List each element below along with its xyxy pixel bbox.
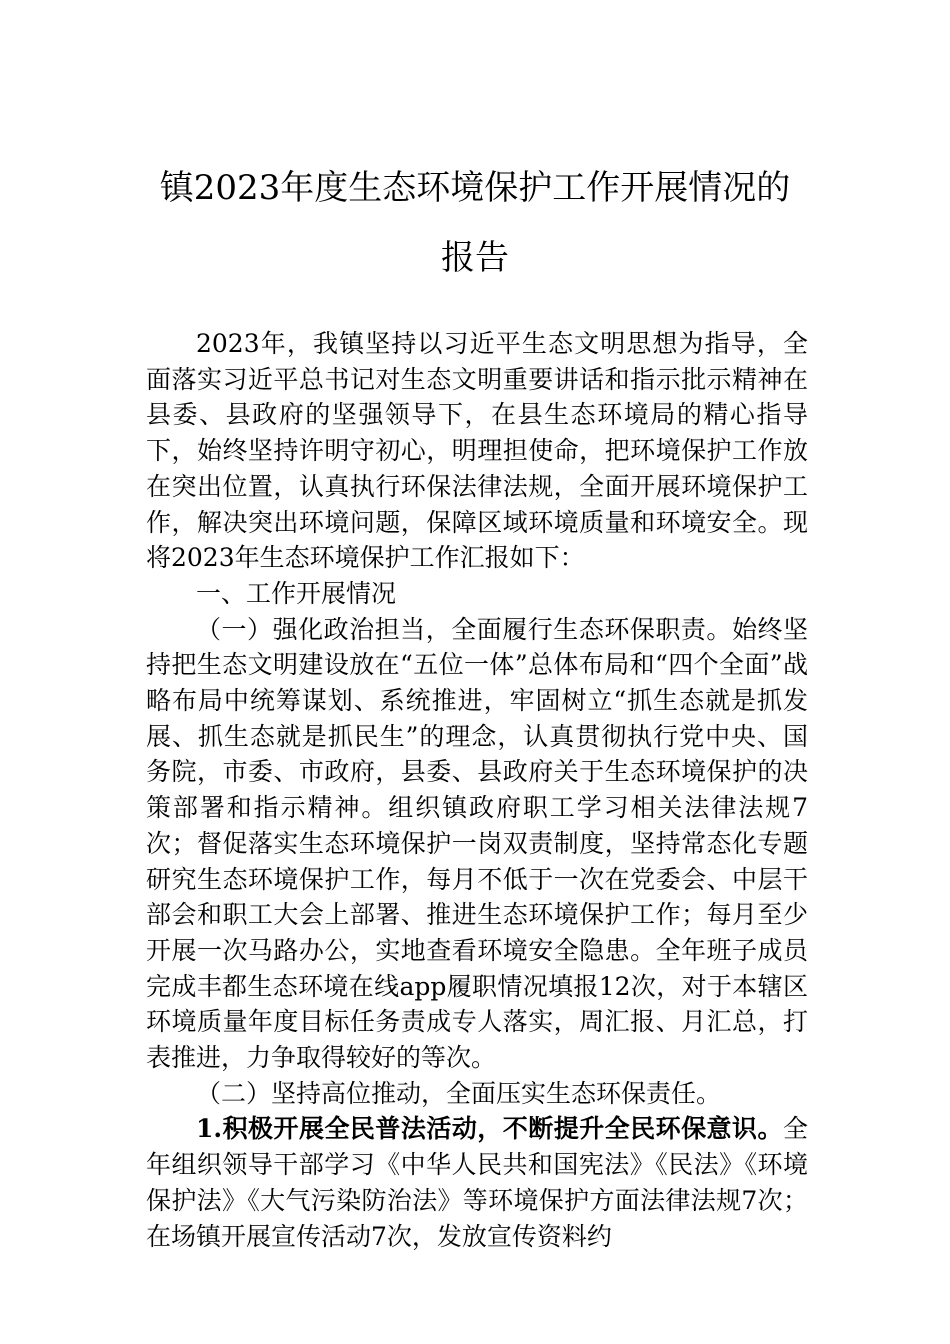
subsection-heading-2: （二）坚持高位推动，全面压实生态环保责任。 <box>196 1078 722 1108</box>
paragraph-section-1-1: （一）强化政治担当，全面履行生态环保职责。始终坚持把生态文明建设放在“五位一体”总体布局和“四个全面”战略布局中统筹谋划、系统推进，牢固树立“抓生态就是抓发展、抓生态就是抓民生”的理念，认真贯彻执行党中央、国务院，市委、市政府，县委、县政府关于生态环境保护的决策部署和指示精神。组织镇政府职工学习相关法律法规7次；督促落实生态环境保护一岗双责制度，坚持常态化专题研究生态环境保护工作，每月不低于一次在党委会、中层干部会和职工大会上部署、推进生态环境保护工作；每月至少开展一次马路办公，实地查看环境安全隐患。全年班子成员完成丰都生态环境在线app履职情况填报12次，对于本辖区环境质量年度目标任务责成专人落实，周汇报、月汇总，打表推进，力争取得较好的等次。 <box>146 614 808 1073</box>
document-title-line-2: 报告 <box>441 238 509 278</box>
document-body <box>146 326 808 1254</box>
item-1-bold-lead: 1.积极开展全民普法活动，不断提升全民环保意识。 <box>196 1114 783 1144</box>
item-1-text: 全年组织领导干部学习《中华人民共和国宪法》《民法》《环境保护法》《大气污染防治法》等环境保护方面法律法规7次；在场镇开展宣传活动7次，发放宣传资料约 <box>146 1114 808 1251</box>
paragraph-item-1 <box>146 1111 808 1254</box>
document-title-line-1: 镇2023年度生态环境保护工作开展情况的 <box>159 168 791 208</box>
paragraph-intro: 2023年，我镇坚持以习近平生态文明思想为指导，全面落实习近平总书记对生态文明重要讲话和指示批示精神在县委、县政府的坚强领导下，在县生态环境局的精心指导下，始终坚持许明守初心，明理担使命，把环境保护工作放在突出位置，认真执行环保法律法规，全面开展环境保护工作，解决突出环境问题，保障区域环境质量和环境安全。现将2023年生态环境保护工作汇报如下： <box>146 329 808 573</box>
section-heading-1: 一、工作开展情况 <box>196 578 397 608</box>
